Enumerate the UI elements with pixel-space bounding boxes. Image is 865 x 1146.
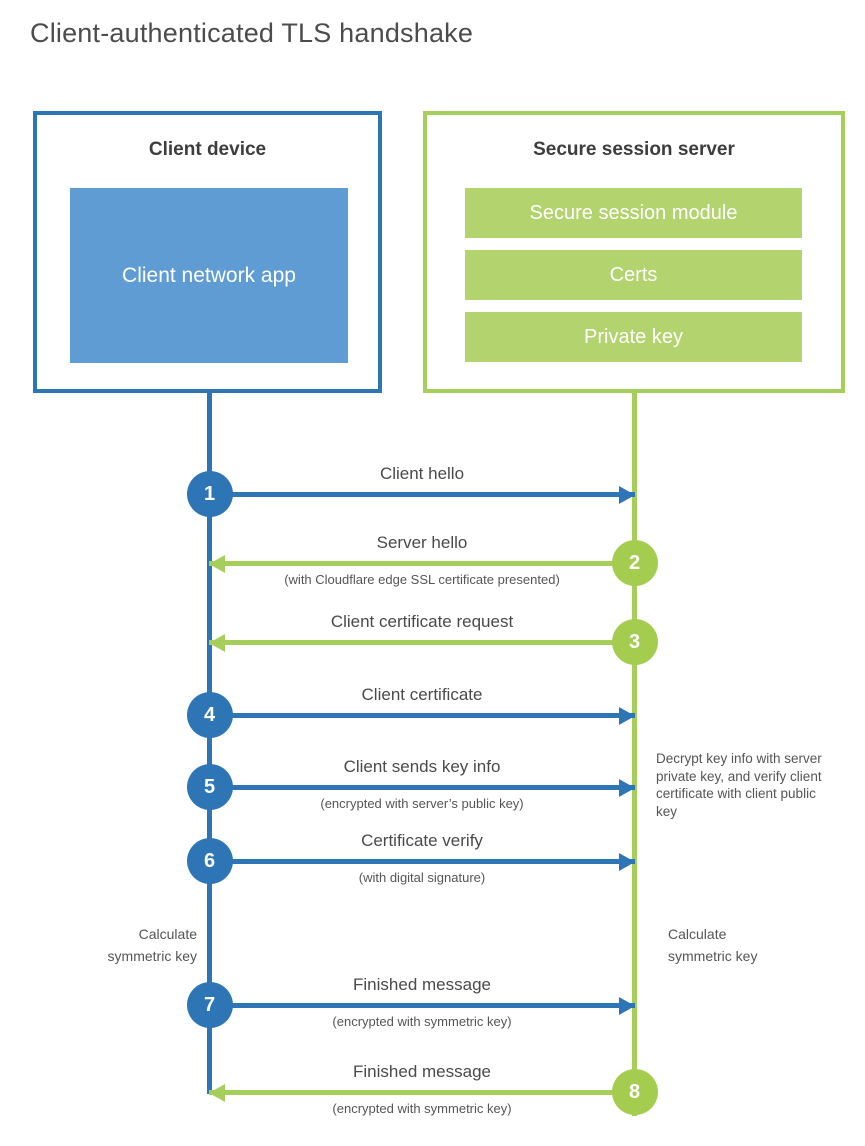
arrowhead-icon: [209, 555, 225, 573]
step-5-circle: 5: [187, 764, 233, 810]
step-3-label: Client certificate request: [330, 612, 514, 631]
arrowhead-icon: [619, 486, 635, 504]
step-1-circle: 1: [187, 471, 233, 517]
step-4-label: Client certificate: [361, 685, 483, 704]
step-2-circle: 2: [612, 540, 658, 586]
arrowhead-icon: [209, 634, 225, 652]
step-8-circle: 8: [612, 1069, 658, 1115]
step-6-arrow: [209, 859, 635, 864]
server-module-secure-session-module: Secure session module: [465, 188, 802, 238]
step-5-arrow: [209, 785, 635, 790]
client-network-app-box: [70, 188, 348, 363]
step-8-arrow: [209, 1090, 635, 1095]
calculate-symmetric-key-note-server: Calculate symmetric key: [668, 926, 758, 964]
step-8-sublabel: (encrypted with symmetric key): [332, 1101, 512, 1116]
step-6-circle: 6: [187, 838, 233, 884]
client-device-title: Client device: [148, 139, 267, 160]
step-6-sublabel: (with digital signature): [358, 870, 486, 885]
decrypt-key-note: Decrypt key info with server private key, and verify client certificate with client public key: [656, 751, 822, 819]
server-module-certs: Certs: [465, 250, 802, 300]
step-6-label: Certificate verify: [361, 831, 483, 850]
step-5-sublabel: (encrypted with server’s public key): [320, 796, 524, 811]
step-7-label: Finished message: [353, 975, 491, 994]
step-2-arrow: [209, 561, 635, 566]
arrowhead-icon: [209, 1084, 225, 1102]
step-8-label: Finished message: [353, 1062, 491, 1081]
calculate-symmetric-key-note-client: Calculate symmetric key: [107, 926, 197, 964]
client-network-app-label: Client network app: [122, 263, 296, 287]
step-1-arrow: [209, 492, 635, 497]
arrowhead-icon: [619, 707, 635, 725]
step-7-sublabel: (encrypted with symmetric key): [332, 1014, 512, 1029]
step-2-label: Server hello: [376, 533, 468, 552]
step-3-circle: 3: [612, 619, 658, 665]
arrowhead-icon: [619, 997, 635, 1015]
page-title: Client-authenticated TLS handshake: [30, 18, 474, 48]
step-1-label: Client hello: [379, 464, 465, 483]
step-7-arrow: [209, 1003, 635, 1008]
arrowhead-icon: [619, 853, 635, 871]
step-7-circle: 7: [187, 982, 233, 1028]
step-5-label: Client sends key info: [343, 757, 501, 776]
server-module-private-key: Private key: [465, 312, 802, 362]
step-2-sublabel: (with Cloudflare edge SSL certificate presented): [284, 572, 560, 587]
step-4-arrow: [209, 713, 635, 718]
arrowhead-icon: [619, 779, 635, 797]
step-4-circle: 4: [187, 692, 233, 738]
step-3-arrow: [209, 640, 635, 645]
secure-session-server-title: Secure session server: [533, 139, 735, 160]
